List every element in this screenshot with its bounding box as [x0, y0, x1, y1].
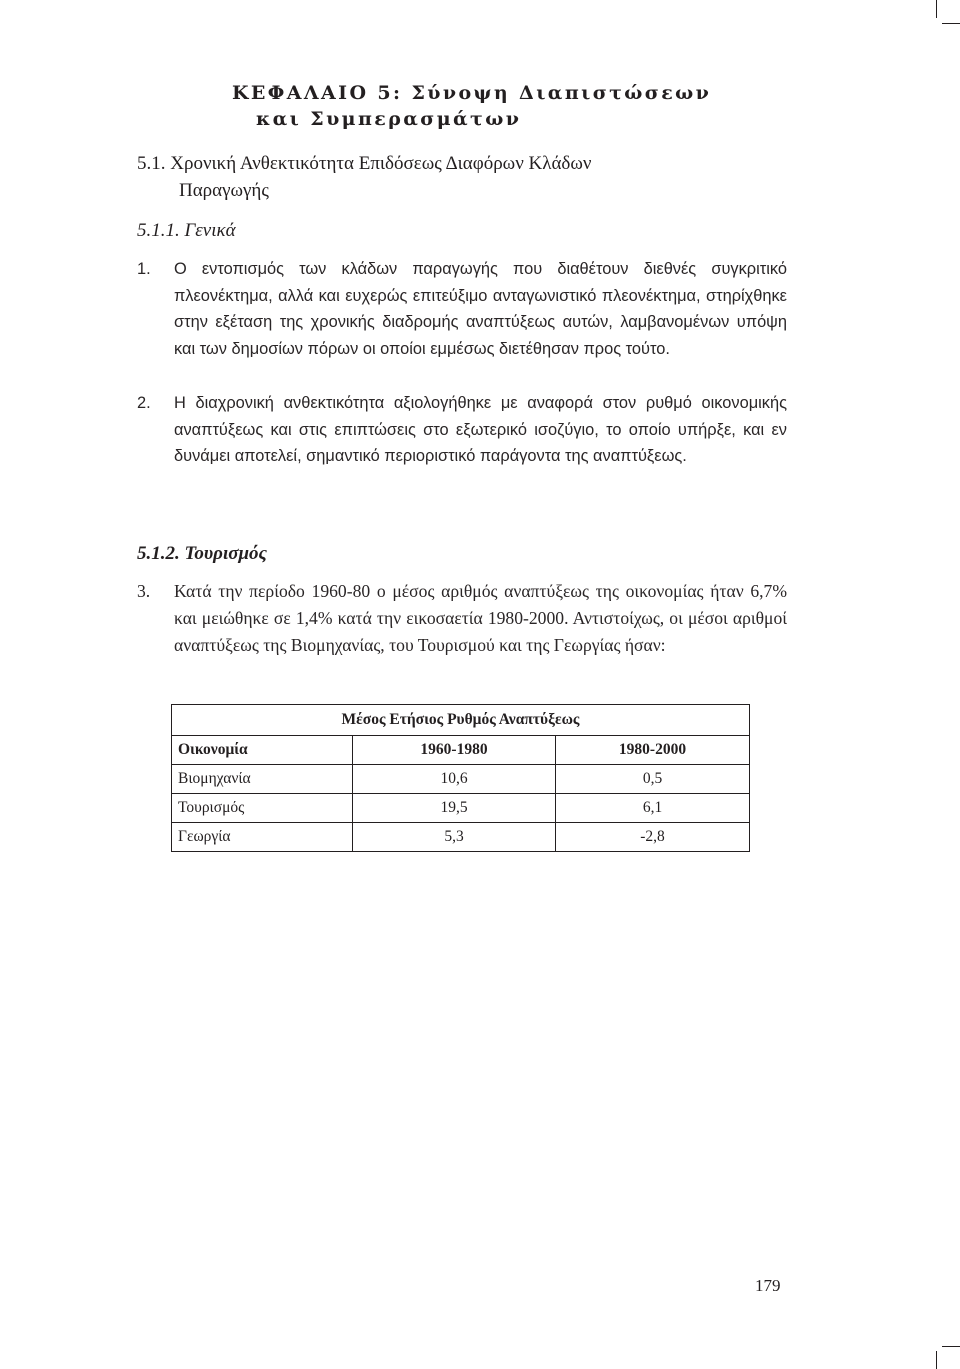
table-header-row — [172, 736, 750, 765]
paragraph-number: 2. — [137, 394, 151, 412]
crop-mark — [942, 1346, 960, 1347]
section-title — [137, 150, 837, 204]
table-header-cell: 1980-2000 — [556, 736, 750, 765]
table-cell: Γεωργία — [172, 823, 353, 852]
chapter-title — [232, 80, 792, 132]
paragraph-2 — [137, 390, 787, 470]
table-row — [172, 765, 750, 794]
table-row — [172, 794, 750, 823]
table-cell: 19,5 — [353, 794, 556, 823]
subsection-title-general: 5.1.1. Γενικά — [137, 220, 236, 241]
table-caption: Μέσος Ετήσιος Ρυθμός Αναπτύξεως — [172, 705, 750, 736]
paragraph-number: 3. — [137, 581, 151, 601]
table-header-cell: Οικονομία — [172, 736, 353, 765]
table-row — [172, 823, 750, 852]
crop-mark — [936, 0, 937, 18]
paragraph-text: Η διαχρονική ανθεκτικότητα αξιολογήθηκε με αναφορά στον ρυθμό οικονομικής αναπτύξεως και στις επιπτώσεις στο εξωτερικό ισοζύγιο, το οποίο υπήρξε, και εν δυνάμει αποτελεί, σημαντικό περιοριστικό παράγοντα της αναπτύξεως. — [174, 394, 787, 466]
table-cell: 5,3 — [353, 823, 556, 852]
paragraph-number: 1. — [137, 260, 151, 278]
table-cell: Τουρισμός — [172, 794, 353, 823]
table-cell: 0,5 — [556, 765, 750, 794]
growth-rate-table — [171, 704, 750, 852]
subsection-title-tourism: 5.1.2. Τουρισμός — [137, 543, 268, 564]
table-cell: 10,6 — [353, 765, 556, 794]
chapter-title-line1: ΚΕΦΑΛΑΙΟ 5: Σύνοψη Διαπιστώσεων — [232, 82, 712, 104]
table-cell: -2,8 — [556, 823, 750, 852]
table-header-cell: 1960-1980 — [353, 736, 556, 765]
paragraph-1 — [137, 256, 787, 362]
section-title-line1: 5.1. Χρονική Ανθεκτικότητα Επιδόσεως Διαφόρων Κλάδων — [137, 153, 592, 174]
paragraph-text: Ο εντοπισμός των κλάδων παραγωγής που διαθέτουν διεθνές συγκριτικό πλεονέκτημα, αλλά και ευχερώς επιτεύξιμο ανταγωνιστικό πλεονέκτημα, στηρίχθηκε στην εξέταση της χρονικής διαδρομής αναπτύξεως αυτών, λαμβανομένων υπόψη και των δημοσίων πόρων οι οποίοι εμμέσως διετέθησαν προς τούτο. — [174, 260, 787, 358]
chapter-title-line2: και Συμπερασμάτων — [256, 108, 522, 130]
paragraph-3 — [137, 578, 787, 659]
table-caption-row — [172, 705, 750, 736]
table-cell: 6,1 — [556, 794, 750, 823]
page-number: 179 — [755, 1276, 781, 1295]
section-title-line2: Παραγωγής — [179, 180, 269, 201]
crop-mark — [942, 23, 960, 24]
table-cell: Βιομηχανία — [172, 765, 353, 794]
paragraph-text: Κατά την περίοδο 1960-80 ο μέσος αριθμός αναπτύξεως της οικονομίας ήταν 6,7% και μειώθηκε σε 1,4% κατά την εικοσαετία 1980-2000. Αντιστοίχως, οι μέσοι αριθμοί αναπτύξεως της Βιομηχανίας, του Τουρισμού και της Γεωργίας ήσαν: — [174, 581, 787, 655]
crop-mark — [936, 1351, 937, 1369]
